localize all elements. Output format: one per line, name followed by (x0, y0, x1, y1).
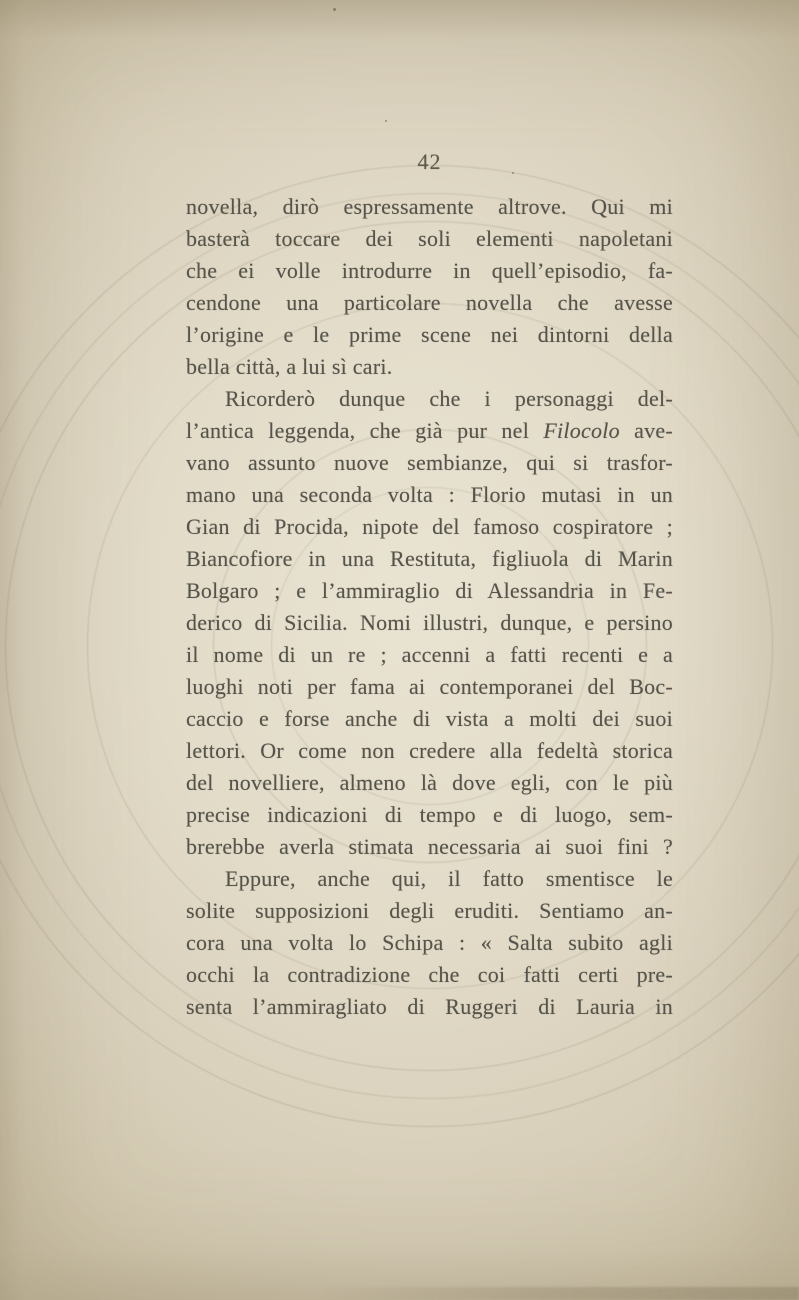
text-segment: brerebbe averla stimata necessaria ai suoi fini ? (186, 834, 673, 859)
text-segment: Gian di Procida, nipote del famoso cospiratore ; (186, 514, 673, 539)
text-line (186, 255, 673, 287)
body-text (186, 191, 673, 1023)
text-line (186, 863, 673, 895)
text-line (186, 351, 673, 383)
text-line (186, 767, 673, 799)
text-segment: caccio e forse anche di vista a molti dei suoi (186, 706, 673, 731)
text-segment: bella città, a lui sì cari. (186, 354, 393, 379)
text-segment: l’origine e le prime scene nei dintorni della (186, 322, 673, 347)
text-line (186, 383, 673, 415)
text-segment: l’antica leggenda, che già pur nel (186, 418, 544, 443)
page-number: 42 (417, 149, 442, 174)
text-segment: precise indicazioni di tempo e di luogo, sem- (186, 802, 673, 827)
text-segment: luoghi noti per fama ai contemporanei del Boc- (186, 674, 673, 699)
paper-speck (385, 120, 387, 122)
text-segment: occhi la contradizione che coi fatti certi pre- (186, 962, 673, 987)
text-line (186, 511, 673, 543)
text-segment: ave- (619, 418, 673, 443)
text-line (186, 703, 673, 735)
text-line (186, 895, 673, 927)
text-segment: cora una volta lo Schipa : « Salta subito agli (186, 930, 673, 955)
text-line (186, 191, 673, 223)
text-line (186, 927, 673, 959)
text-segment: vano assunto nuove sembianze, qui si trasfor- (186, 450, 673, 475)
text-segment: il nome di un re ; accenni a fatti recenti e a (186, 642, 673, 667)
italic-text-segment: Filocolo (543, 418, 620, 443)
text-segment: del novelliere, almeno là dove egli, con le più (186, 770, 673, 795)
text-line (186, 447, 673, 479)
text-line (186, 831, 673, 863)
text-segment: lettori. Or come non credere alla fedeltà storica (186, 738, 673, 763)
text-segment: mano una seconda volta : Florio mutasi in un (186, 482, 673, 507)
text-line (186, 479, 673, 511)
text-line (186, 639, 673, 671)
text-segment: Bolgaro ; e l’ammiraglio di Alessandria in Fe- (186, 578, 673, 603)
text-line (186, 991, 673, 1023)
text-segment: Ricorderò dunque che i personaggi del- (225, 386, 673, 411)
text-segment: basterà toccare dei soli elementi napoletani (186, 226, 673, 251)
text-segment: Biancofiore in una Restituta, figliuola di Marin (186, 546, 673, 571)
text-line (186, 319, 673, 351)
text-line (186, 799, 673, 831)
text-segment: Eppure, anche qui, il fatto smentisce le (225, 866, 673, 891)
text-segment: derico di Sicilia. Nomi illustri, dunque, e persino (186, 610, 673, 635)
text-line (186, 671, 673, 703)
text-segment: solite supposizioni degli eruditi. Sentiamo an- (186, 898, 673, 923)
text-segment: cendone una particolare novella che avesse (186, 290, 673, 315)
text-line (186, 959, 673, 991)
text-line (186, 575, 673, 607)
text-segment: che ei volle introdurre in quell’episodio, fa- (186, 258, 673, 283)
text-line (186, 735, 673, 767)
text-line (186, 287, 673, 319)
text-line (186, 415, 673, 447)
text-line (186, 607, 673, 639)
page-bottom-edge-shadow (0, 1287, 799, 1300)
text-line (186, 543, 673, 575)
paper-speck (333, 8, 336, 11)
text-line (186, 223, 673, 255)
text-segment: senta l’ammiragliato di Ruggeri di Lauria in (186, 994, 673, 1019)
text-segment: novella, dirò espressamente altrove. Qui mi (186, 194, 673, 219)
